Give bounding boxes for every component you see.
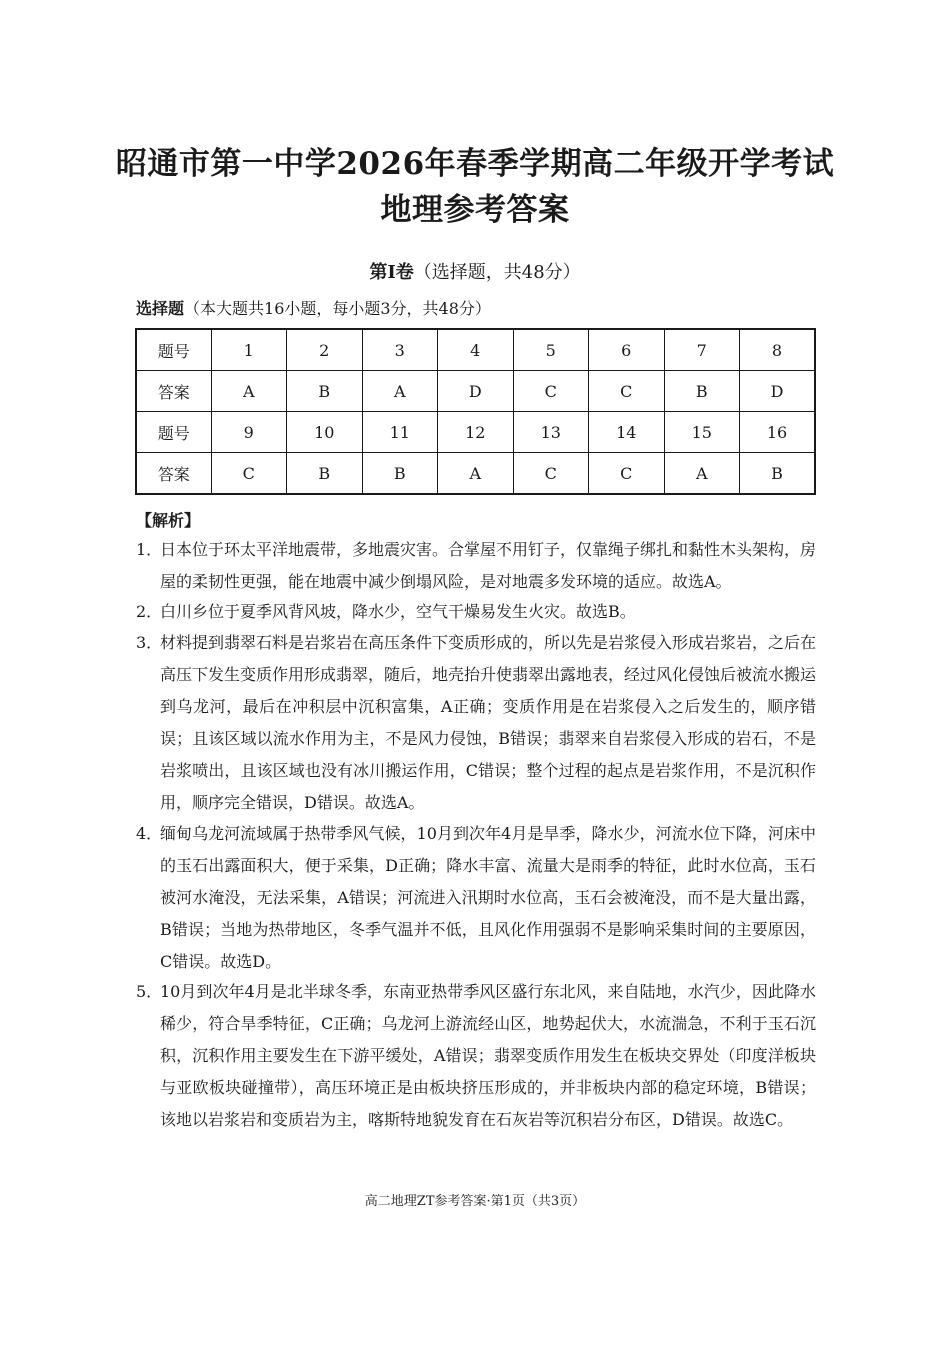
table-cell: C <box>211 453 287 495</box>
table-cell: 8 <box>740 329 816 371</box>
analysis-item-number: 2． <box>136 602 163 621</box>
table-cell: 9 <box>211 412 287 453</box>
table-cell: 3 <box>362 329 438 371</box>
analysis-item-1 <box>136 534 816 598</box>
section-title-rest: （选择题，共48分） <box>413 262 581 283</box>
answer-table <box>135 328 816 495</box>
table-row-header: 题号 <box>136 412 211 453</box>
analysis-item-text: 材料提到翡翠石料是岩浆岩在高压条件下变质形成的，所以先是岩浆侵入形成岩浆岩，之后在高压下发生变质作用形成翡翠，随后，地壳抬升使翡翠出露地表，经过风化侵蚀后被流水搬运到乌龙河，最后在冲积层中沉积富集，A正确；变质作用是在岩浆侵入之后发生的，顺序错误；且该区域以流水作用为主，不是风力侵蚀，B错误；翡翠来自岩浆侵入形成的岩石，不是岩浆喷出，且该区域也没有冰川搬运作用，C错误；整个过程的起点是岩浆作用，不是沉积作用，顺序完全错误，D错误。故选A。 <box>160 633 817 812</box>
section-title-bold: 第Ⅰ卷 <box>369 262 414 283</box>
table-cell: C <box>513 453 589 495</box>
analysis-item-5 <box>136 976 816 1136</box>
table-cell: 7 <box>664 329 740 371</box>
table-cell: 12 <box>438 412 514 453</box>
document-title: 昭通市第一中学2026年春季学期高二年级开学考试 <box>115 146 835 182</box>
table-row <box>136 453 815 495</box>
analysis-item-text: 缅甸乌龙河流域属于热带季风气候，10月到次年4月是旱季，降水少，河流水位下降，河床中的玉石出露面积大，便于采集，D正确；降水丰富、流量大是雨季的特征，此时水位高，玉石被河水淹没，无法采集，A错误；河流进入汛期时水位高，玉石会被淹没，而不是大量出露，B错误；当地为热带地区，冬季气温并不低，且风化作用强弱不是影响采集时间的主要原因，C错误。故选D。 <box>160 824 816 971</box>
analysis-item-3 <box>136 627 816 819</box>
analysis-item-text: 白川乡位于夏季风背风坡，降水少，空气干燥易发生火灾。故选B。 <box>160 602 636 621</box>
table-cell: A <box>664 453 740 495</box>
question-note-bold: 选择题 <box>136 299 185 318</box>
table-cell: C <box>589 371 665 412</box>
analysis-item-number: 3． <box>136 633 163 652</box>
table-cell: 10 <box>287 412 363 453</box>
table-cell: 13 <box>513 412 589 453</box>
analysis-item-text: 日本位于环太平洋地震带，多地震灾害。合掌屋不用钉子，仅靠绳子绑扎和黏性木头架构，房屋的柔韧性更强，能在地震中减少倒塌风险，是对地震多发环境的适应。故选A。 <box>160 540 817 591</box>
table-cell: 6 <box>589 329 665 371</box>
analysis-item-number: 5． <box>136 982 163 1001</box>
table-row <box>136 371 815 412</box>
table-cell: B <box>740 453 816 495</box>
table-cell: 11 <box>362 412 438 453</box>
analysis-item-number: 4． <box>136 824 163 843</box>
table-row <box>136 329 815 371</box>
analysis-item-2 <box>136 596 816 628</box>
table-cell: C <box>589 453 665 495</box>
table-cell: A <box>362 371 438 412</box>
table-cell: A <box>438 453 514 495</box>
analysis-item-text: 10月到次年4月是北半球冬季，东南亚热带季风区盛行东北风，来自陆地，水汽少，因此降水稀少，符合旱季特征，C正确；乌龙河上游流经山区，地势起伏大，水流湍急，不利于玉石沉积，沉积作用主要发生在下游平缓处，A错误；翡翠变质作用发生在板块交界处（印度洋板块与亚欧板块碰撞带），高压环境正是由板块挤压形成的，并非板块内部的稳定环境，B错误；该地以岩浆岩和变质岩为主，喀斯特地貌发育在石灰岩等沉积岩分布区，D错误。故选C。 <box>160 982 816 1129</box>
table-cell: 2 <box>287 329 363 371</box>
analysis-heading: 【解析】 <box>136 511 201 530</box>
table-cell: 1 <box>211 329 287 371</box>
table-row-header: 题号 <box>136 329 211 371</box>
question-note <box>136 296 491 319</box>
table-cell: 16 <box>740 412 816 453</box>
table-cell: 15 <box>664 412 740 453</box>
table-row-header: 答案 <box>136 453 211 495</box>
question-note-rest: （本大题共16小题，每小题3分，共48分） <box>184 299 491 318</box>
table-row <box>136 412 815 453</box>
section-title <box>0 258 950 284</box>
document-subtitle: 地理参考答案 <box>380 192 570 228</box>
table-cell: D <box>740 371 816 412</box>
analysis-item-number: 1． <box>136 540 163 559</box>
table-row-header: 答案 <box>136 371 211 412</box>
page-footer: 高二地理ZT参考答案·第1页（共3页） <box>364 1194 586 1209</box>
table-cell: C <box>513 371 589 412</box>
table-cell: B <box>287 371 363 412</box>
table-cell: B <box>287 453 363 495</box>
table-cell: B <box>664 371 740 412</box>
table-cell: B <box>362 453 438 495</box>
table-cell: D <box>438 371 514 412</box>
table-cell: 5 <box>513 329 589 371</box>
table-cell: A <box>211 371 287 412</box>
analysis-item-4 <box>136 818 816 978</box>
table-cell: 14 <box>589 412 665 453</box>
table-cell: 4 <box>438 329 514 371</box>
